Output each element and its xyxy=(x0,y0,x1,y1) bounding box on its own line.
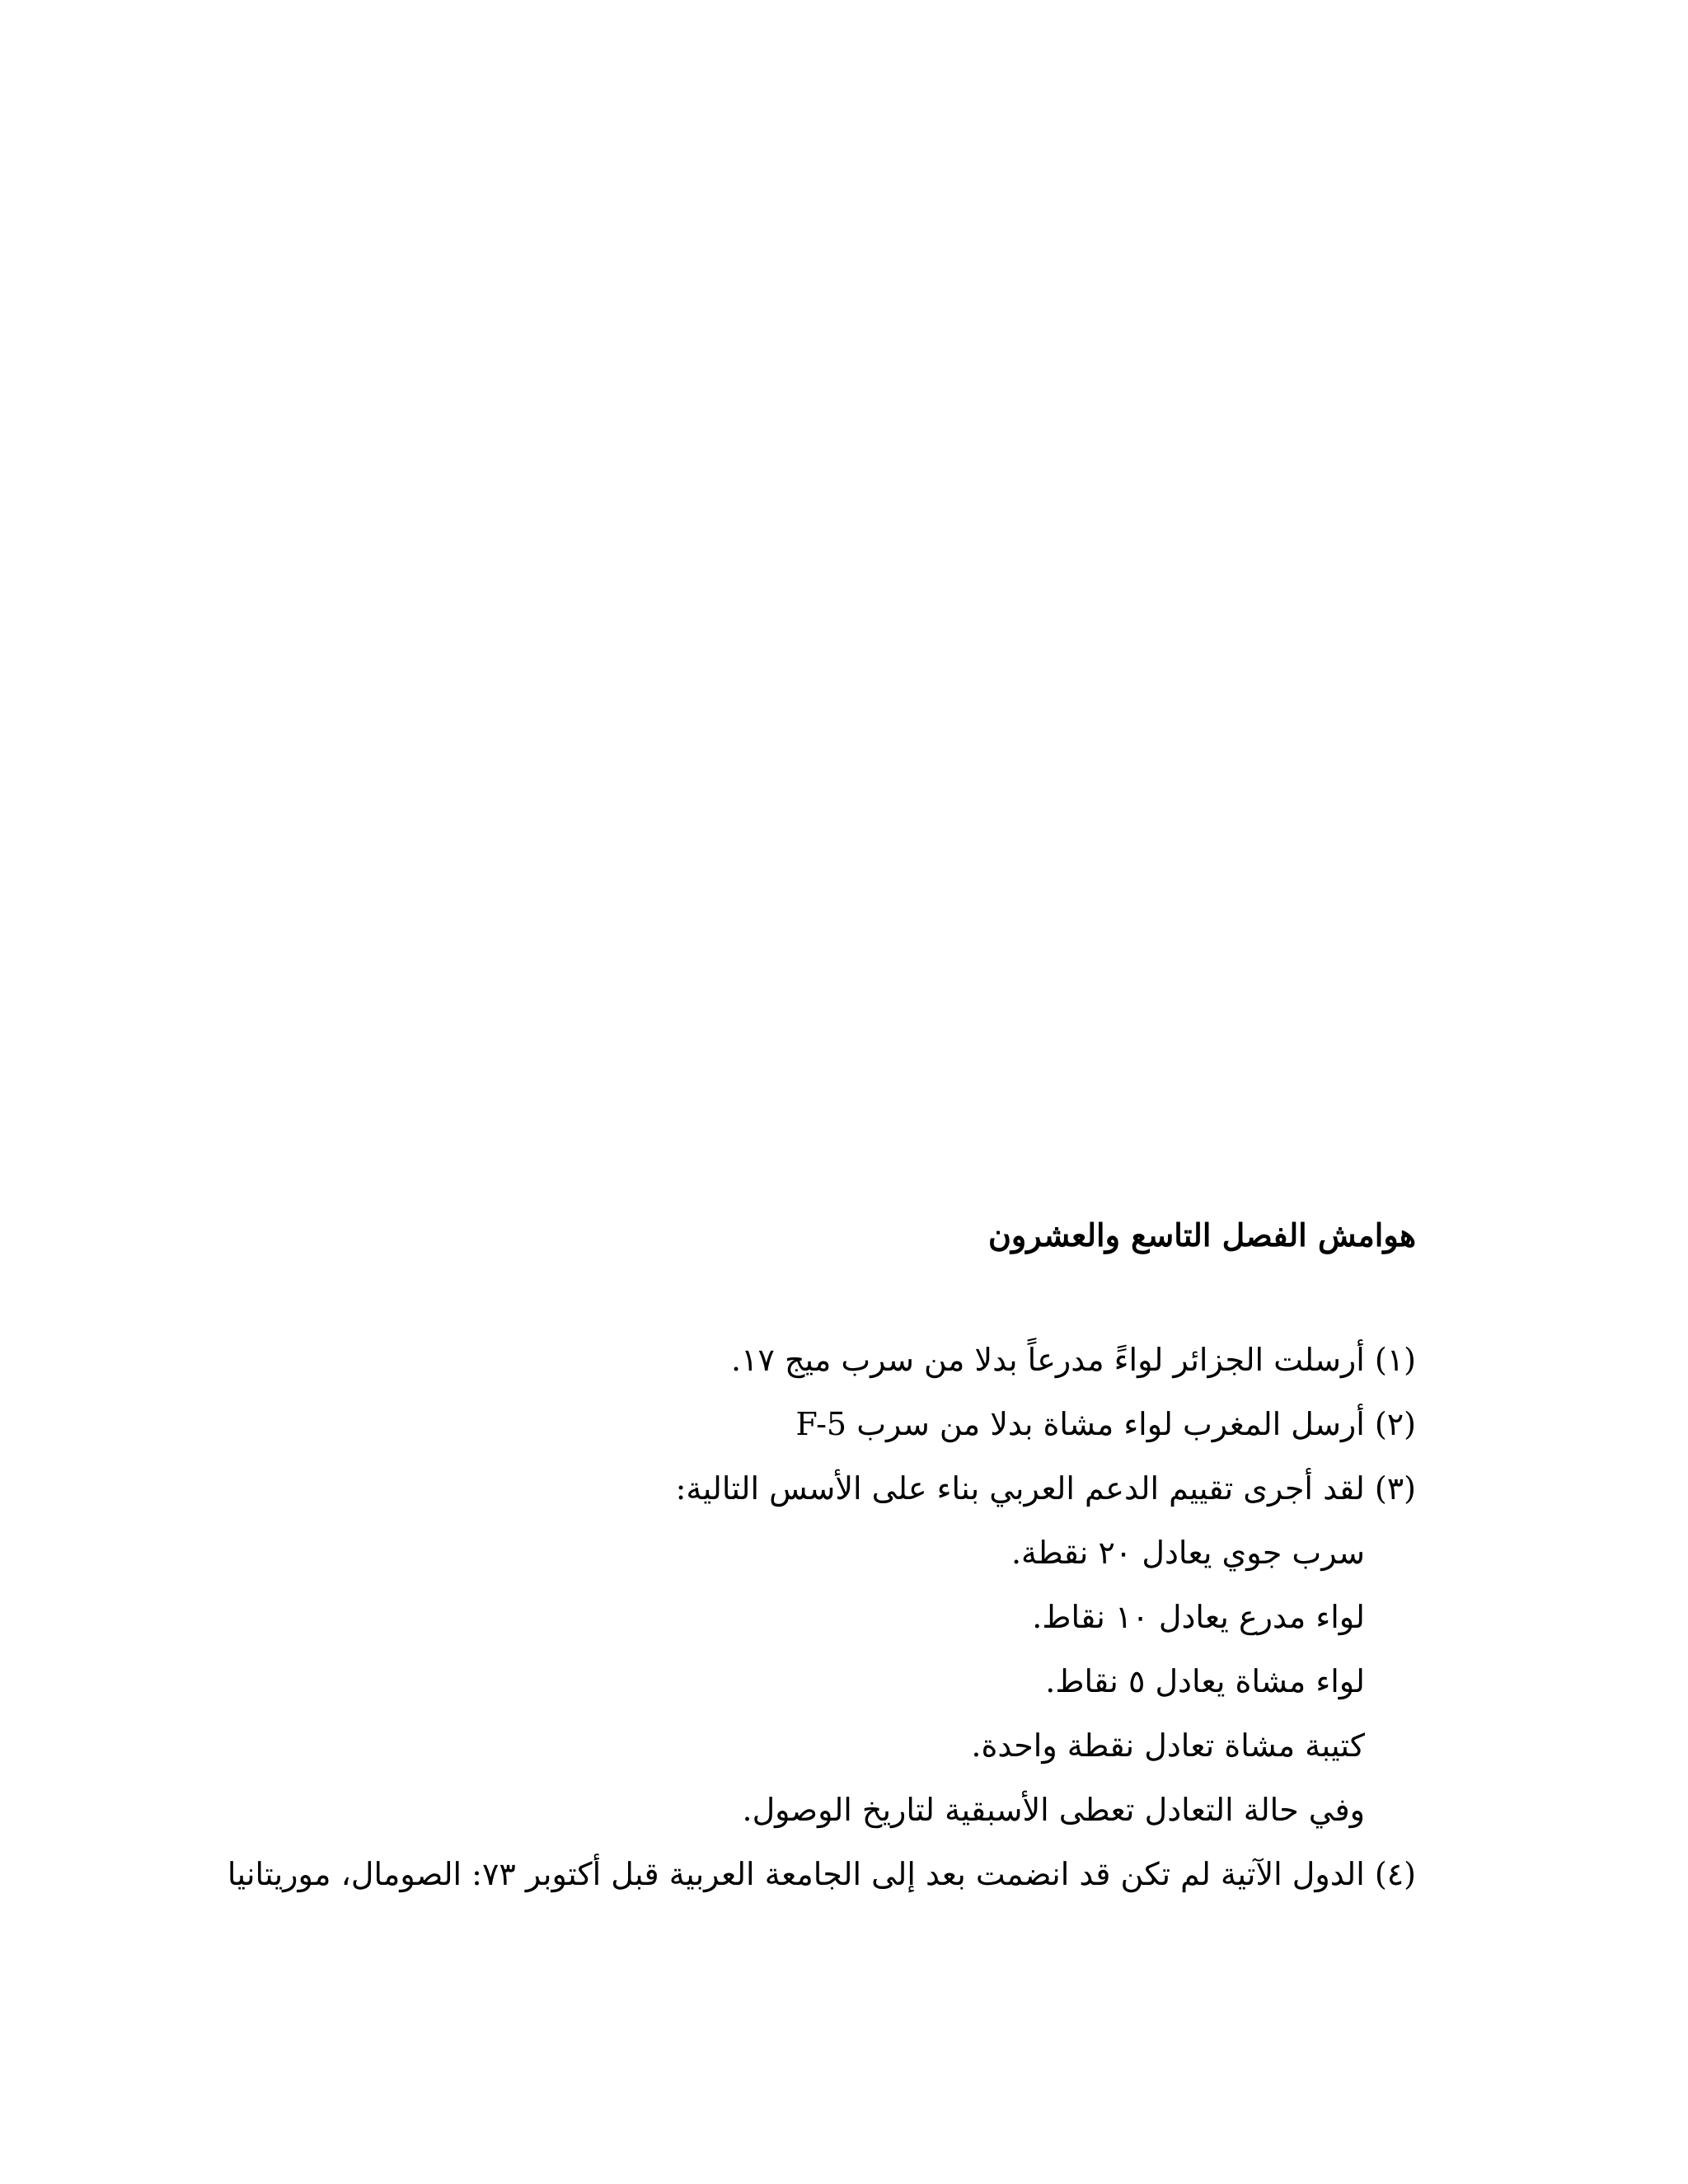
footnote-text: الدول الآتية لم تكن قد انضمت بعد إلى الجامعة العربية قبل أكتوبر ٧٣: الصومال، موريتانيا xyxy=(227,1856,1365,1892)
footnote-text: لقد أجرى تقييم الدعم العربي بناء على الأسس التالية: xyxy=(675,1470,1365,1507)
footnote-text: أرسلت الجزائر لواءً مدرعاً بدلا من سرب ميج ١٧. xyxy=(730,1342,1365,1378)
footnote-number: (٤) xyxy=(1374,1856,1416,1892)
footnote-1 xyxy=(731,1342,1416,1380)
footnote-2 xyxy=(795,1406,1416,1444)
criteria-item: سرب جوي يعادل ٢٠ نقطة. xyxy=(1010,1535,1365,1571)
footnote-number: (٢) xyxy=(1374,1406,1416,1442)
footnote-number: (٣) xyxy=(1374,1470,1416,1507)
footnote-text: أرسل المغرب لواء مشاة بدلا من سرب F-5 xyxy=(795,1406,1365,1442)
footnote-4 xyxy=(227,1856,1416,1894)
criteria-item: لواء مدرع يعادل ١٠ نقاط. xyxy=(1032,1599,1365,1635)
page-title: هوامش الفصل التاسع والعشرون xyxy=(988,1216,1416,1254)
criteria-item: لواء مشاة يعادل ٥ نقاط. xyxy=(1045,1663,1365,1699)
criteria-item: وفي حالة التعادل تعطى الأسبقية لتاريخ الوصول. xyxy=(742,1792,1365,1828)
footnote-3 xyxy=(676,1470,1416,1508)
criteria-item: كتيبة مشاة تعادل نقطة واحدة. xyxy=(971,1727,1365,1764)
footnote-number: (١) xyxy=(1374,1342,1416,1378)
